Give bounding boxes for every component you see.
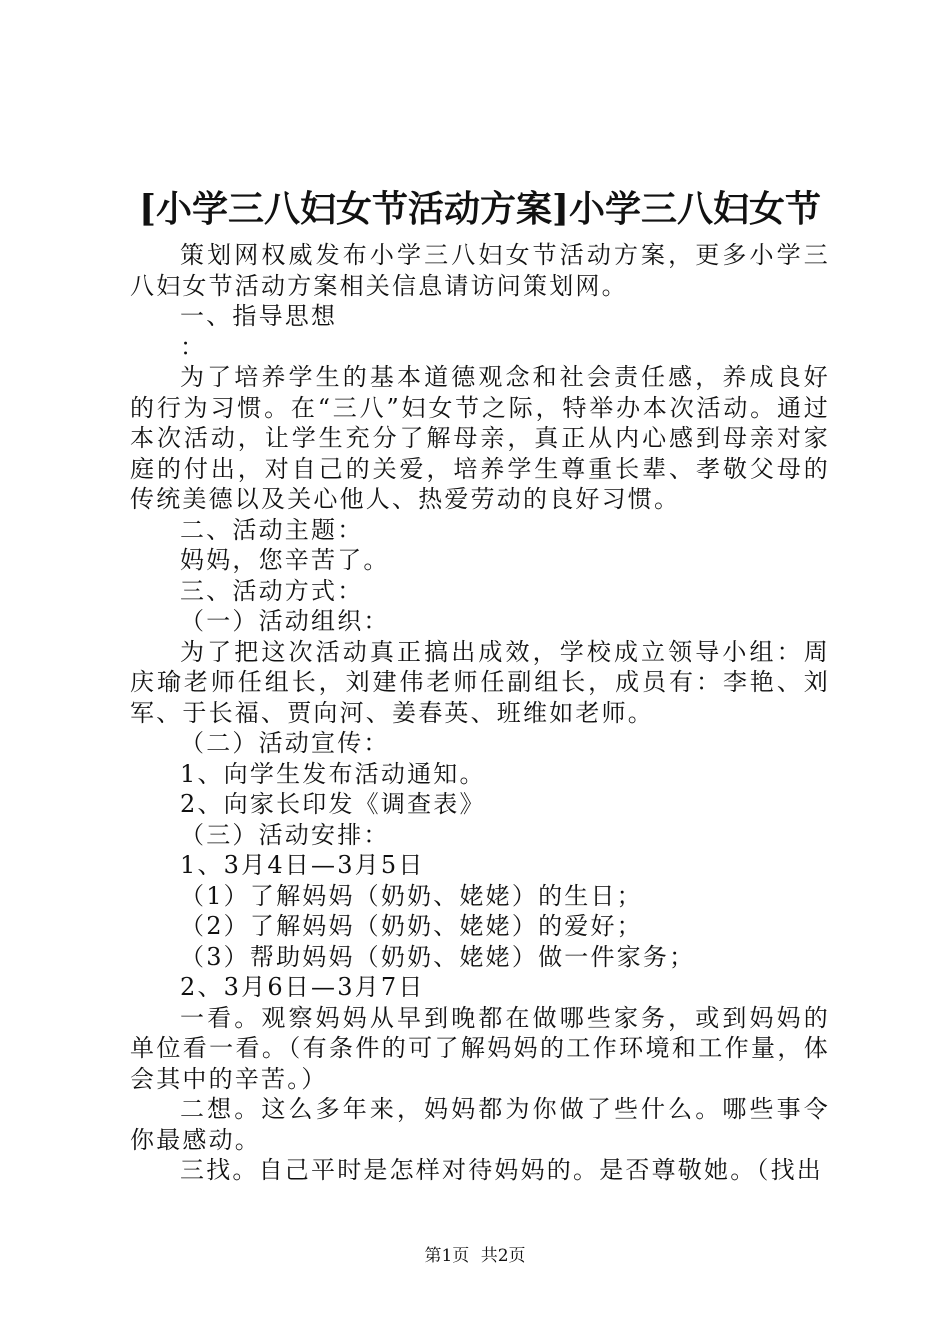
step-look-paragraph: 一看。观察妈妈从早到晚都在做哪些家务，或到妈妈的单位看一看。（有条件的可了解妈妈的工作环境和工作量，体会其中的辛苦。） xyxy=(130,1003,830,1093)
schedule-date-2: 2、3月6日—3月7日 xyxy=(180,973,425,1001)
colon-line: ： xyxy=(180,332,207,361)
subsection-publicity: （二）活动宣传： xyxy=(180,729,390,757)
intro-paragraph: 策划网权威发布小学三八妇女节活动方案，更多小学三八妇女节活动方案相关信息请访问策划网。 xyxy=(130,241,830,300)
theme-text: 妈妈，您辛苦了。 xyxy=(180,546,390,574)
schedule-date-1: 1、3月4日—3月5日 xyxy=(180,851,425,879)
subsection-organization: （一）活动组织： xyxy=(180,607,390,635)
publicity-item-2: 2、向家长印发《调查表》 xyxy=(180,790,486,818)
schedule-task-3: （3）帮助妈妈（奶奶、姥姥）做一件家务； xyxy=(180,942,696,971)
schedule-task-1: （1）了解妈妈（奶奶、姥姥）的生日； xyxy=(180,881,643,910)
page-number-footer xyxy=(0,1244,950,1268)
guiding-idea-paragraph: 为了培养学生的基本道德观念和社会责任感，养成良好的行为习惯。在“三八”妇女节之际，特举办本次活动。通过本次活动，让学生充分了解母亲，真正从内心感到母亲对家庭的付出，对自己的关爱，培养学生尊重长辈、孝敬父母的传统美德以及关心他人、热爱劳动的良好习惯。 xyxy=(130,363,830,513)
publicity-item-1: 1、向学生发布活动通知。 xyxy=(180,759,486,788)
step-think-paragraph: 二想。这么多年来，妈妈都为你做了些什么。哪些事令你最感动。 xyxy=(130,1095,830,1154)
subsection-schedule: （三）活动安排： xyxy=(180,820,390,849)
document-title: [小学三八妇女节活动方案]小学三八妇女节 xyxy=(138,188,822,230)
organization-paragraph: 为了把这次活动真正搞出成效，学校成立领导小组：周庆瑜老师任组长，刘建伟老师任副组长，成员有：李艳、刘军、于长福、贾向河、姜春英、班维如老师。 xyxy=(130,637,830,727)
section-heading-theme: 二、活动主题： xyxy=(180,515,364,544)
section-heading-method: 三、活动方式： xyxy=(180,576,364,605)
schedule-task-2: （2）了解妈妈（奶奶、姥姥）的爱好； xyxy=(180,912,643,940)
page-number: 第1页 xyxy=(424,1246,470,1266)
section-heading-guiding-idea: 一、指导思想 xyxy=(180,302,338,330)
page-total: 共2页 xyxy=(480,1246,526,1266)
step-find-paragraph: 三找。自己平时是怎样对待妈妈的。是否尊敬她。（找出 xyxy=(180,1156,823,1184)
document-body xyxy=(130,240,830,1186)
